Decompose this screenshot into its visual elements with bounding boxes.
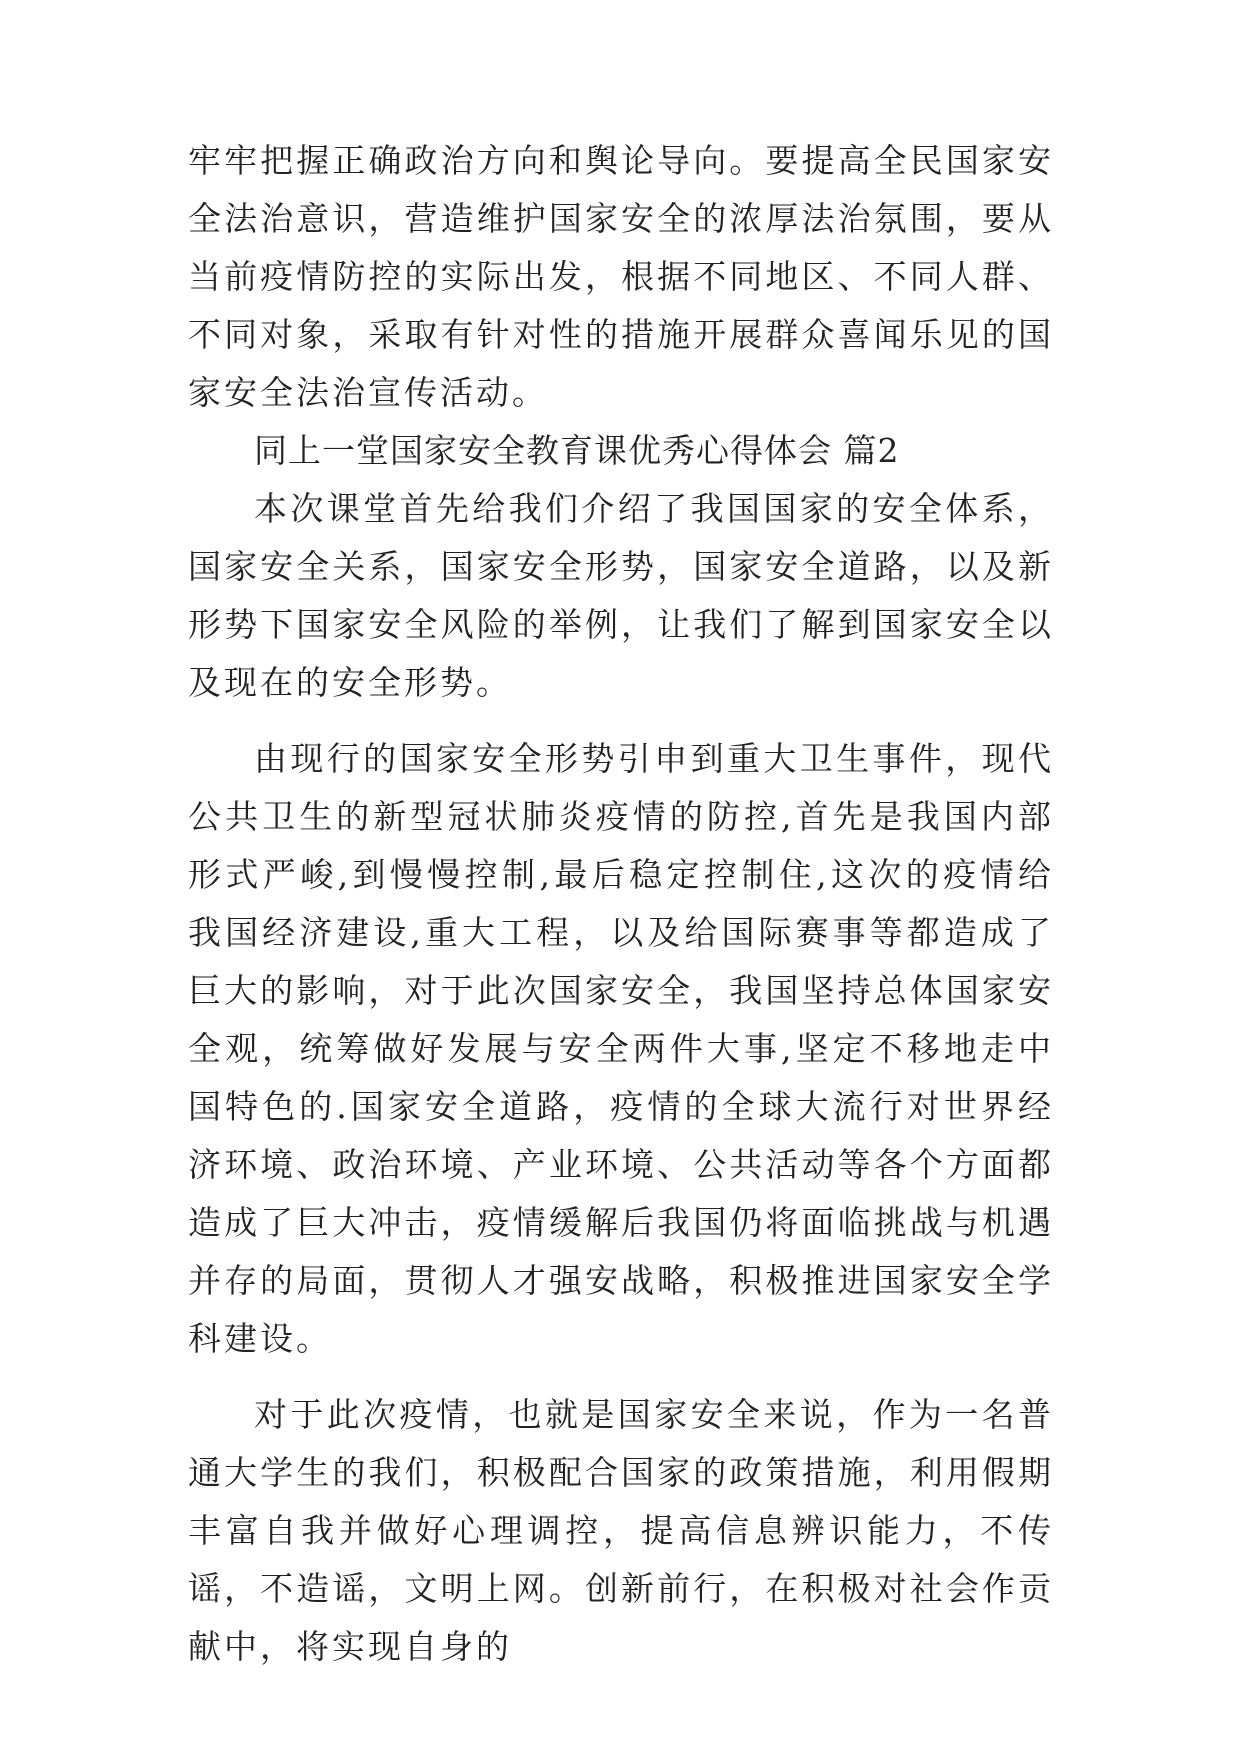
paragraph-student-role: 对于此次疫情，也就是国家安全来说，作为一名普通大学生的我们，积极配合国家的政策措施，利用假期丰富自我并做好心理调控，提高信息辨识能力，不传谣，不造谣，文明上网。创新前行，在积极对社会作贡献中，将实现自身的 <box>188 1395 1054 1666</box>
section-heading: 同上一堂国家安全教育课优秀心得体会 篇2 <box>254 431 900 470</box>
paragraph-continuation: 牢牢把握正确政治方向和舆论导向。要提高全民国家安全法治意识，营造维护国家安全的浓厚法治氛围，要从当前疫情防控的实际出发，根据不同地区、不同人群、不同对象，采取有针对性的措施开展群众喜闻乐见的国家安全法治宣传活动。 <box>188 141 1054 412</box>
document-page <box>188 132 1054 1676</box>
paragraph-epidemic: 由现行的国家安全形势引申到重大卫生事件，现代公共卫生的新型冠状肺炎疫情的防控,首先是我国内部形式严峻,到慢慢控制,最后稳定控制住,这次的疫情给我国经济建设,重大工程，以及给国际赛事等都造成了巨大的影响，对于此次国家安全，我国坚持总体国家安全观，统筹做好发展与安全两件大事,坚定不移地走中国特色的.国家安全道路，疫情的全球大流行对世界经济环境、政治环境、产业环境、公共活动等各个方面都造成了巨大冲击，疫情缓解后我国仍将面临挑战与机遇并存的局面，贯彻人才强安战略，积极推进国家安全学科建设。 <box>188 739 1054 1358</box>
paragraph-intro: 本次课堂首先给我们介绍了我国国家的安全体系，国家安全关系，国家安全形势，国家安全道路，以及新形势下国家安全风险的举例，让我们了解到国家安全以及现在的安全形势。 <box>188 489 1054 702</box>
